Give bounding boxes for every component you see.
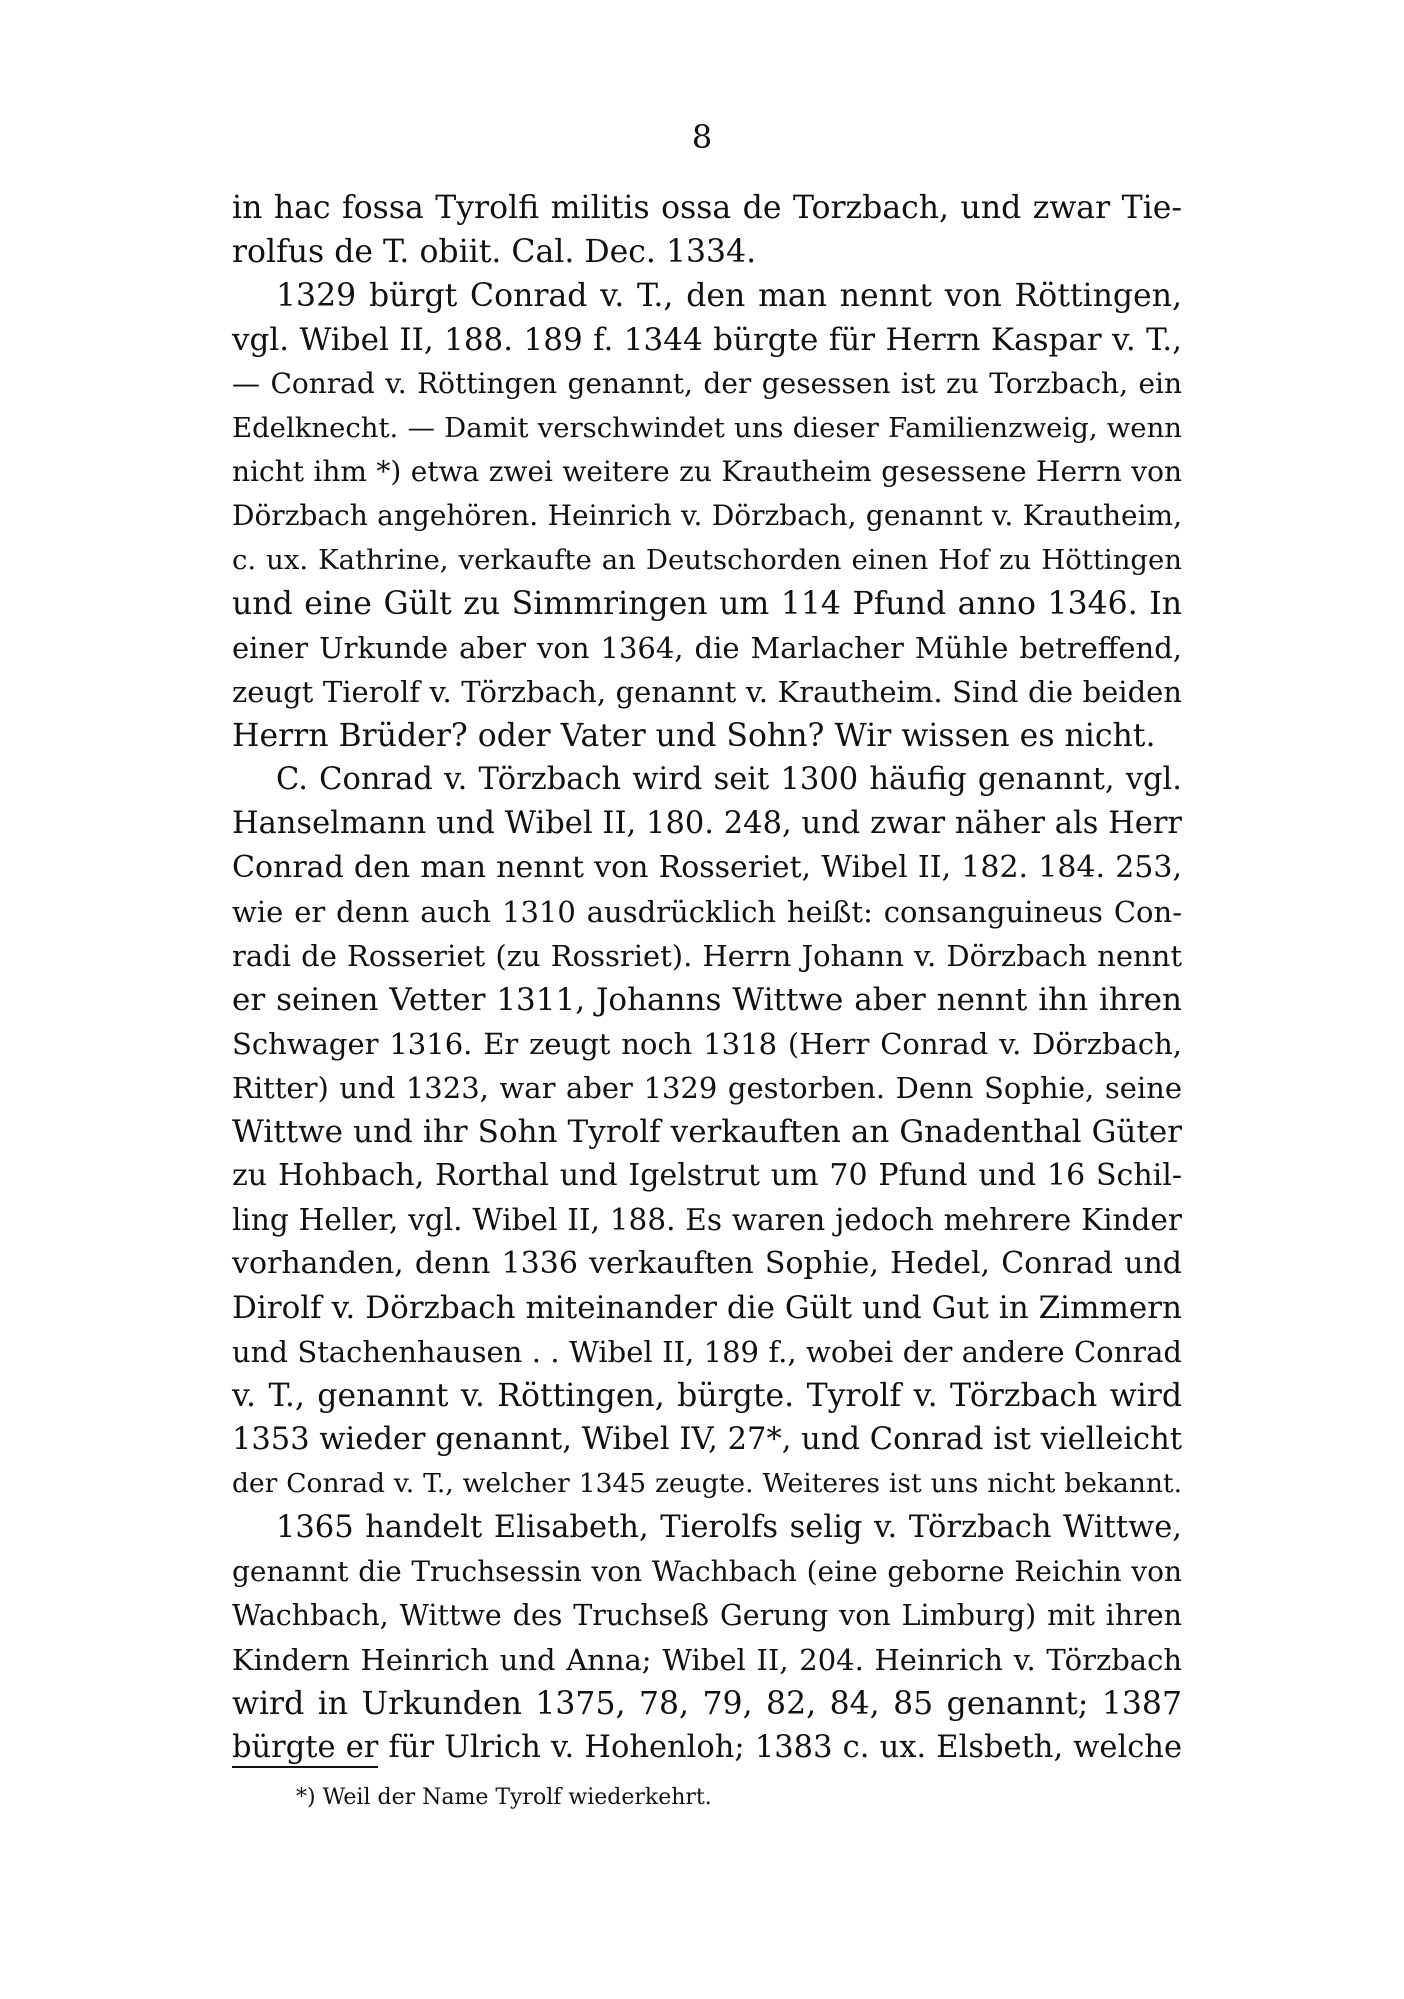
text-line: c. ux. Kathrine, verkaufte an Deutschorden einen Hof zu Höttingen: [232, 544, 1182, 576]
text-line: bürgte er für Ulrich v. Hohenloh; 1383 c. ux. Elsbeth, welche: [232, 1730, 1182, 1765]
text-line: genannt die Truchsessin von Wachbach (eine geborne Reichin von: [232, 1555, 1182, 1588]
text-line: zu Hohbach, Rorthal und Igelstrut um 70 Pfund und 16 Schil-: [232, 1158, 1182, 1193]
text-line: vorhanden, denn 1336 verkauften Sophie, Hedel, Conrad und: [232, 1246, 1182, 1281]
text-line: Dirolf v. Dörzbach miteinander die Gült und Gut in Zimmern: [232, 1290, 1182, 1326]
text-line: Wittwe und ihr Sohn Tyrolf verkauften an Gnadenthal Güter: [232, 1114, 1182, 1150]
text-line: vgl. Wibel II, 188. 189 f. 1344 bürgte für Herrn Kaspar v. T.,: [232, 322, 1182, 358]
footnote: *) Weil der Name Tyrolf wiederkehrt.: [296, 1785, 712, 1810]
body-text: [232, 186, 1182, 1770]
text-line: 1329 bürgt Conrad v. T., den man nennt von Röttingen,: [276, 278, 1182, 314]
text-line: und eine Gült zu Simmringen um 114 Pfund anno 1346. In: [232, 586, 1182, 622]
text-line: 1353 wieder genannt, Wibel IV, 27*, und Conrad ist vielleicht: [232, 1422, 1182, 1457]
text-line: rolfus de T. obiit. Cal. Dec. 1334.: [232, 234, 757, 270]
text-line: radi de Rosseriet (zu Rossriet). Herrn Johann v. Dörzbach nennt: [232, 939, 1182, 973]
text-line: einer Urkunde aber von 1364, die Marlacher Mühle betreffend,: [232, 631, 1182, 665]
text-line: 1365 handelt Elisabeth, Tierolfs selig v. Törzbach Wittwe,: [276, 1510, 1182, 1545]
text-line: C. Conrad v. Törzbach wird seit 1300 häufig genannt, vgl.: [276, 762, 1182, 797]
text-line: und Stachenhausen . . Wibel II, 189 f., wobei der andere Conrad: [232, 1335, 1182, 1369]
text-line: Dörzbach angehören. Heinrich v. Dörzbach, genannt v. Krautheim,: [232, 499, 1182, 532]
text-line: v. T., genannt v. Röttingen, bürgte. Tyrolf v. Törzbach wird: [232, 1378, 1182, 1414]
text-line: zeugt Tierolf v. Törzbach, genannt v. Krautheim. Sind die beiden: [232, 675, 1182, 709]
text-line: Herrn Brüder? oder Vater und Sohn? Wir wissen es nicht.: [232, 718, 1156, 754]
page-number: 8: [691, 118, 713, 156]
footnote-rule: [232, 1766, 378, 1768]
text-line: in hac fossa Tyrolfi militis ossa de Torzbach, und zwar Tie-: [232, 190, 1182, 226]
text-line: Edelknecht. — Damit verschwindet uns dieser Familienzweig, wenn: [232, 412, 1182, 444]
text-line: ling Heller, vgl. Wibel II, 188. Es waren jedoch mehrere Kinder: [232, 1203, 1182, 1237]
text-line: Wachbach, Wittwe des Truchseß Gerung von Limburg) mit ihren: [232, 1599, 1182, 1632]
text-line: der Conrad v. T., welcher 1345 zeugte. Weiteres ist uns nicht bekannt.: [232, 1468, 1182, 1499]
text-line: — Conrad v. Röttingen genannt, der gesessen ist zu Torzbach, ein: [232, 367, 1182, 400]
text-line: er seinen Vetter 1311, Johanns Wittwe aber nennt ihn ihren: [232, 982, 1182, 1018]
text-line: Ritter) und 1323, war aber 1329 gestorben. Denn Sophie, seine: [232, 1071, 1182, 1105]
text-line: Schwager 1316. Er zeugt noch 1318 (Herr Conrad v. Dörzbach,: [232, 1027, 1182, 1061]
text-line: wird in Urkunden 1375, 78, 79, 82, 84, 85 genannt; 1387: [232, 1686, 1182, 1722]
text-line: Hanselmann und Wibel II, 180. 248, und zwar näher als Herr: [232, 806, 1182, 841]
text-line: wie er denn auch 1310 ausdrücklich heißt: consanguineus Con-: [232, 895, 1182, 929]
text-line: Kindern Heinrich und Anna; Wibel II, 204. Heinrich v. Törzbach: [232, 1643, 1182, 1677]
text-line: Conrad den man nennt von Rosseriet, Wibel II, 182. 184. 253,: [232, 850, 1182, 885]
text-line: nicht ihm *) etwa zwei weitere zu Krautheim gesessene Herrn von: [232, 455, 1182, 488]
